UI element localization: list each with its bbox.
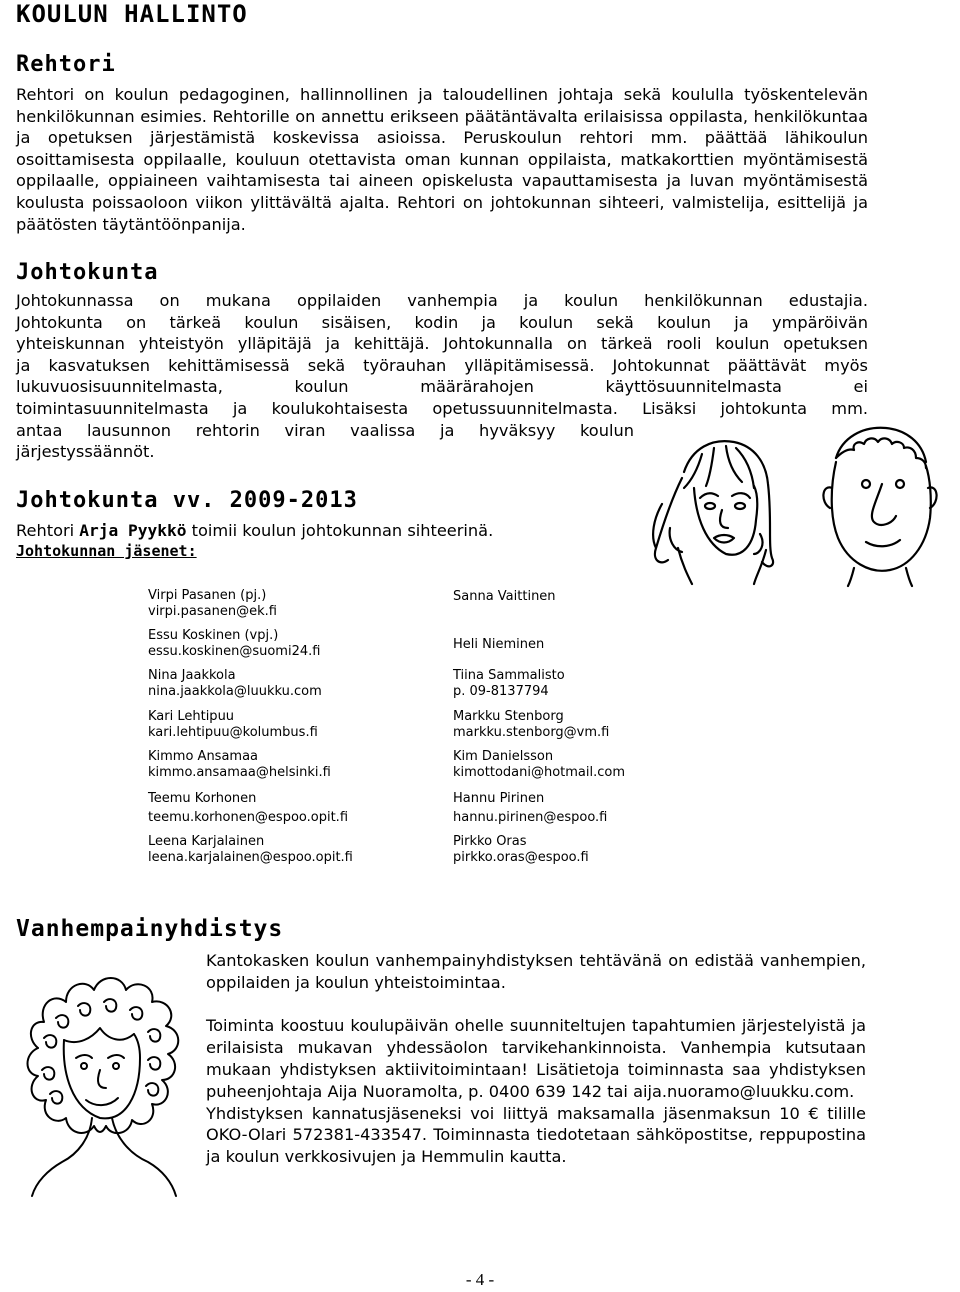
johtokunta-line: antaa lausunnon rehtorin viran vaalissa ja hyväksyy koulun [16, 420, 634, 440]
member-contact: p. 09-8137794 [453, 684, 549, 699]
member-name: Virpi Pasanen (pj.) [148, 588, 267, 603]
johtokunta-vv-heading: Johtokunta vv. 2009-2013 [16, 488, 358, 513]
johtokunta-heading: Johtokunta [16, 260, 159, 285]
johtokunta-line: yhteiskunnan yhteistyön ylläpitäjä ja kehittäjä. Johtokunnalla on tärkeä rooli koulun opetuksen [16, 334, 868, 354]
member-name: Nina Jaakkola [148, 668, 236, 683]
member-name: Leena Karjalainen [148, 834, 265, 849]
vanhempainyhdistys-heading: Vanhempainyhdistys [16, 916, 284, 942]
member-contact: essu.koskinen@suomi24.fi [148, 644, 321, 659]
intro-prefix: Rehtori [16, 521, 80, 540]
man-face-illustration [796, 418, 946, 588]
johtokunta-line: Johtokunnassa on mukana oppilaiden vanhempia ja koulun henkilökunnan edustajia. [16, 291, 868, 310]
member-name: Markku Stenborg [453, 709, 564, 724]
johtokunta-line: lukuvuosisuunnitelmasta, koulun määrärahojen käyttösuunnitelmasta ei [16, 377, 868, 397]
members-list [148, 588, 648, 878]
member-name: Kim Danielsson [453, 749, 554, 764]
member-name: Kari Lehtipuu [148, 709, 235, 724]
secretary-name: Arja Pyykkö [79, 521, 187, 540]
members-label: Johtokunnan jäsenet: [16, 542, 197, 560]
member-name: Pirkko Oras [453, 834, 527, 849]
page-number: - 4 - [465, 1270, 495, 1289]
intro-suffix: toimii koulun johtokunnan sihteerinä. [186, 521, 494, 540]
member-contact: hannu.pirinen@espoo.fi [453, 810, 608, 825]
member-name: Heli Nieminen [453, 637, 545, 652]
member-name: Essu Koskinen (vpj.) [148, 628, 279, 643]
member-contact: kimmo.ansamaa@helsinki.fi [148, 765, 331, 780]
member-name: Sanna Vaittinen [453, 589, 556, 604]
member-contact: leena.karjalainen@espoo.opit.fi [148, 850, 353, 865]
woman-face-illustration [642, 428, 792, 588]
member-contact: teemu.korhonen@espoo.opit.fi [148, 810, 349, 825]
member-contact: kimottodani@hotmail.com [453, 765, 626, 780]
johtokunta-line: järjestyssäännöt. [16, 442, 155, 462]
johtokunta-line: toimintasuunnitelmasta ja koulukohtaisesta opetussuunnitelmasta. Lisäksi johtokunta mm. [16, 398, 868, 418]
vanhempainyhdistys-body [206, 950, 866, 1168]
vanhempainyhdistys-p1: Kantokasken koulun vanhempainyhdistyksen tehtävänä on edistää vanhempien, oppilaiden ja koulun yhteistoimintaa. [206, 951, 866, 992]
member-contact: kari.lehtipuu@kolumbus.fi [148, 725, 318, 740]
rehtori-paragraph: Rehtori on koulun pedagoginen, hallinnollinen ja taloudellinen johtaja sekä koululla työskentelevän henkilökunnan esimies. Rehtorille on annettu erikseen päätäntävalta erilaisissa oppilasta, henkilökuntaa ja opetuksen järjestämistä koskevissa asioissa. Peruskoulun rehtori mm. päättää lähikoulun osoittamisesta oppilaalle, kouluun otettavista oman kunnan oppilaista, matkakorttien myöntämisestä oppilaalle, oppiaineen vaihtamisesta tai aineen opiskelusta vapauttamisesta ja luvan myöntämisestä koulusta poissaoloon viikon ylittävältä ajalta. Rehtori on johtokunnan sihteeri, valmistelija, esittelijä ja päätösten täytäntöönpanija. [16, 85, 868, 234]
johtokunta-line: ja kasvatuksen kehittämisessä sekä työrauhan ylläpitämisessä. Johtokunnat päättävät myös [16, 355, 868, 375]
member-name: Tiina Sammalisto [453, 668, 565, 683]
member-name: Teemu Korhonen [148, 791, 257, 806]
member-contact: pirkko.oras@espoo.fi [453, 850, 589, 865]
vanhempainyhdistys-p3: Yhdistyksen kannatusjäseneksi voi liittyä maksamalla jäsenmaksun 10 € tilille OKO-Olari 572381-433547. Toiminnasta tiedotetaan sähköpostitse, reppupostina ja koulun verkkosivujen ja Hemmulin kautta. [206, 1103, 866, 1167]
vanhempainyhdistys-p2: Toiminta koostuu koulupäivän ohelle suunniteltujen tapahtumien järjestelyistä ja erilaisista mukavan yhdessäolon tarvikehankinnoista. Vanhempia kutsutaan mukaan yhdistyksen aktiivitoimintaan! Lisätietoja toiminnasta saa yhdistyksen puheenjohtaja Aija Nuoramolta, p. 0400 639 142 tai aija.nuoramo@luukku.com. [206, 1016, 866, 1101]
member-contact: markku.stenborg@vm.fi [453, 725, 610, 740]
member-name: Kimmo Ansamaa [148, 749, 259, 764]
member-contact: virpi.pasanen@ek.fi [148, 604, 277, 619]
johtokunta-vv-intro [16, 520, 493, 541]
page-title: KOULUN HALLINTO [16, 0, 248, 28]
member-contact: nina.jaakkola@luukku.com [148, 684, 322, 699]
rehtori-heading: Rehtori [16, 52, 116, 77]
member-name: Hannu Pirinen [453, 791, 545, 806]
johtokunta-line: Johtokunta on tärkeä koulun sisäisen, kodin ja koulun sekä koulun ja ympäröivän [16, 312, 868, 332]
curly-hair-child-illustration [8, 958, 198, 1198]
